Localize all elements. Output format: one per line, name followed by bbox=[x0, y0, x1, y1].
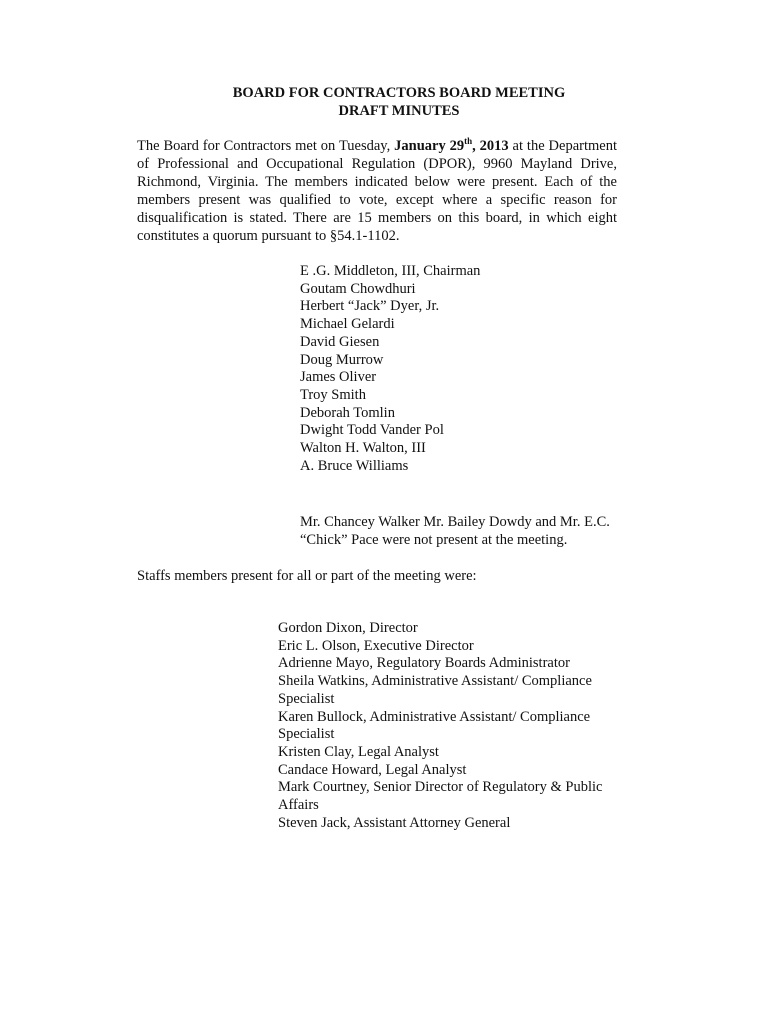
staff-item: Kristen Clay, Legal Analyst bbox=[278, 743, 439, 760]
staff-list bbox=[278, 620, 618, 832]
member-item: David Giesen bbox=[300, 333, 380, 350]
title-line-2: DRAFT MINUTES bbox=[338, 103, 460, 119]
staff-item: Steven Jack, Assistant Attorney General bbox=[278, 814, 511, 831]
intro-part-2: at the Department of Professional and Occupational Regulation (DPOR), 9960 Mayland Drive, Richmond, Virginia. The members indicated below were present. Each of the members present was qualified to vote, except where a specific reason for disqualification is stated. There are 15 members on this board, in which eight constitutes a quorum pursuant to §54.1-1102. bbox=[137, 138, 617, 244]
member-item: Walton H. Walton, III bbox=[300, 440, 426, 457]
staff-item: Eric L. Olson, Executive Director bbox=[278, 637, 474, 654]
member-item: Goutam Chowdhuri bbox=[300, 280, 416, 297]
member-item: Dwight Todd Vander Pol bbox=[300, 422, 444, 439]
title-line-1: BOARD FOR CONTRACTORS BOARD MEETING bbox=[232, 85, 566, 101]
staff-intro: Staffs members present for all or part of the meeting were: bbox=[137, 568, 477, 584]
meeting-date bbox=[394, 138, 509, 154]
member-item: Doug Murrow bbox=[300, 351, 384, 368]
member-item: A. Bruce Williams bbox=[300, 457, 409, 474]
meeting-date-year: , 2013 bbox=[472, 138, 509, 154]
member-item: Troy Smith bbox=[300, 386, 366, 403]
meeting-date-day: January 29 bbox=[394, 138, 465, 154]
meeting-date-suffix: th bbox=[464, 136, 473, 147]
intro-part-1: The Board for Contractors met on Tuesday, bbox=[137, 138, 395, 154]
page-title bbox=[0, 84, 770, 120]
member-item: Herbert “Jack” Dyer, Jr. bbox=[300, 298, 440, 315]
member-item: Deborah Tomlin bbox=[300, 404, 395, 421]
staff-item: Gordon Dixon, Director bbox=[278, 620, 418, 636]
member-item: James Oliver bbox=[300, 369, 377, 386]
staff-item: Sheila Watkins, Administrative Assistant/ Compliance Specialist bbox=[278, 673, 592, 707]
staff-item: Karen Bullock, Administrative Assistant/ Compliance Specialist bbox=[278, 708, 591, 743]
staff-item: Mark Courtney, Senior Director of Regulatory & Public Affairs bbox=[278, 779, 603, 814]
absent-members-note: Mr. Chancey Walker Mr. Bailey Dowdy and Mr. E.C. “Chick” Pace were not present at the meeting. bbox=[300, 514, 610, 548]
staff-item: Adrienne Mayo, Regulatory Boards Administrator bbox=[278, 655, 570, 672]
members-present-list bbox=[300, 263, 480, 475]
member-item: Michael Gelardi bbox=[300, 316, 395, 333]
intro-paragraph bbox=[137, 137, 617, 245]
staff-item: Candace Howard, Legal Analyst bbox=[278, 761, 467, 778]
member-item: E .G. Middleton, III, Chairman bbox=[300, 263, 481, 279]
